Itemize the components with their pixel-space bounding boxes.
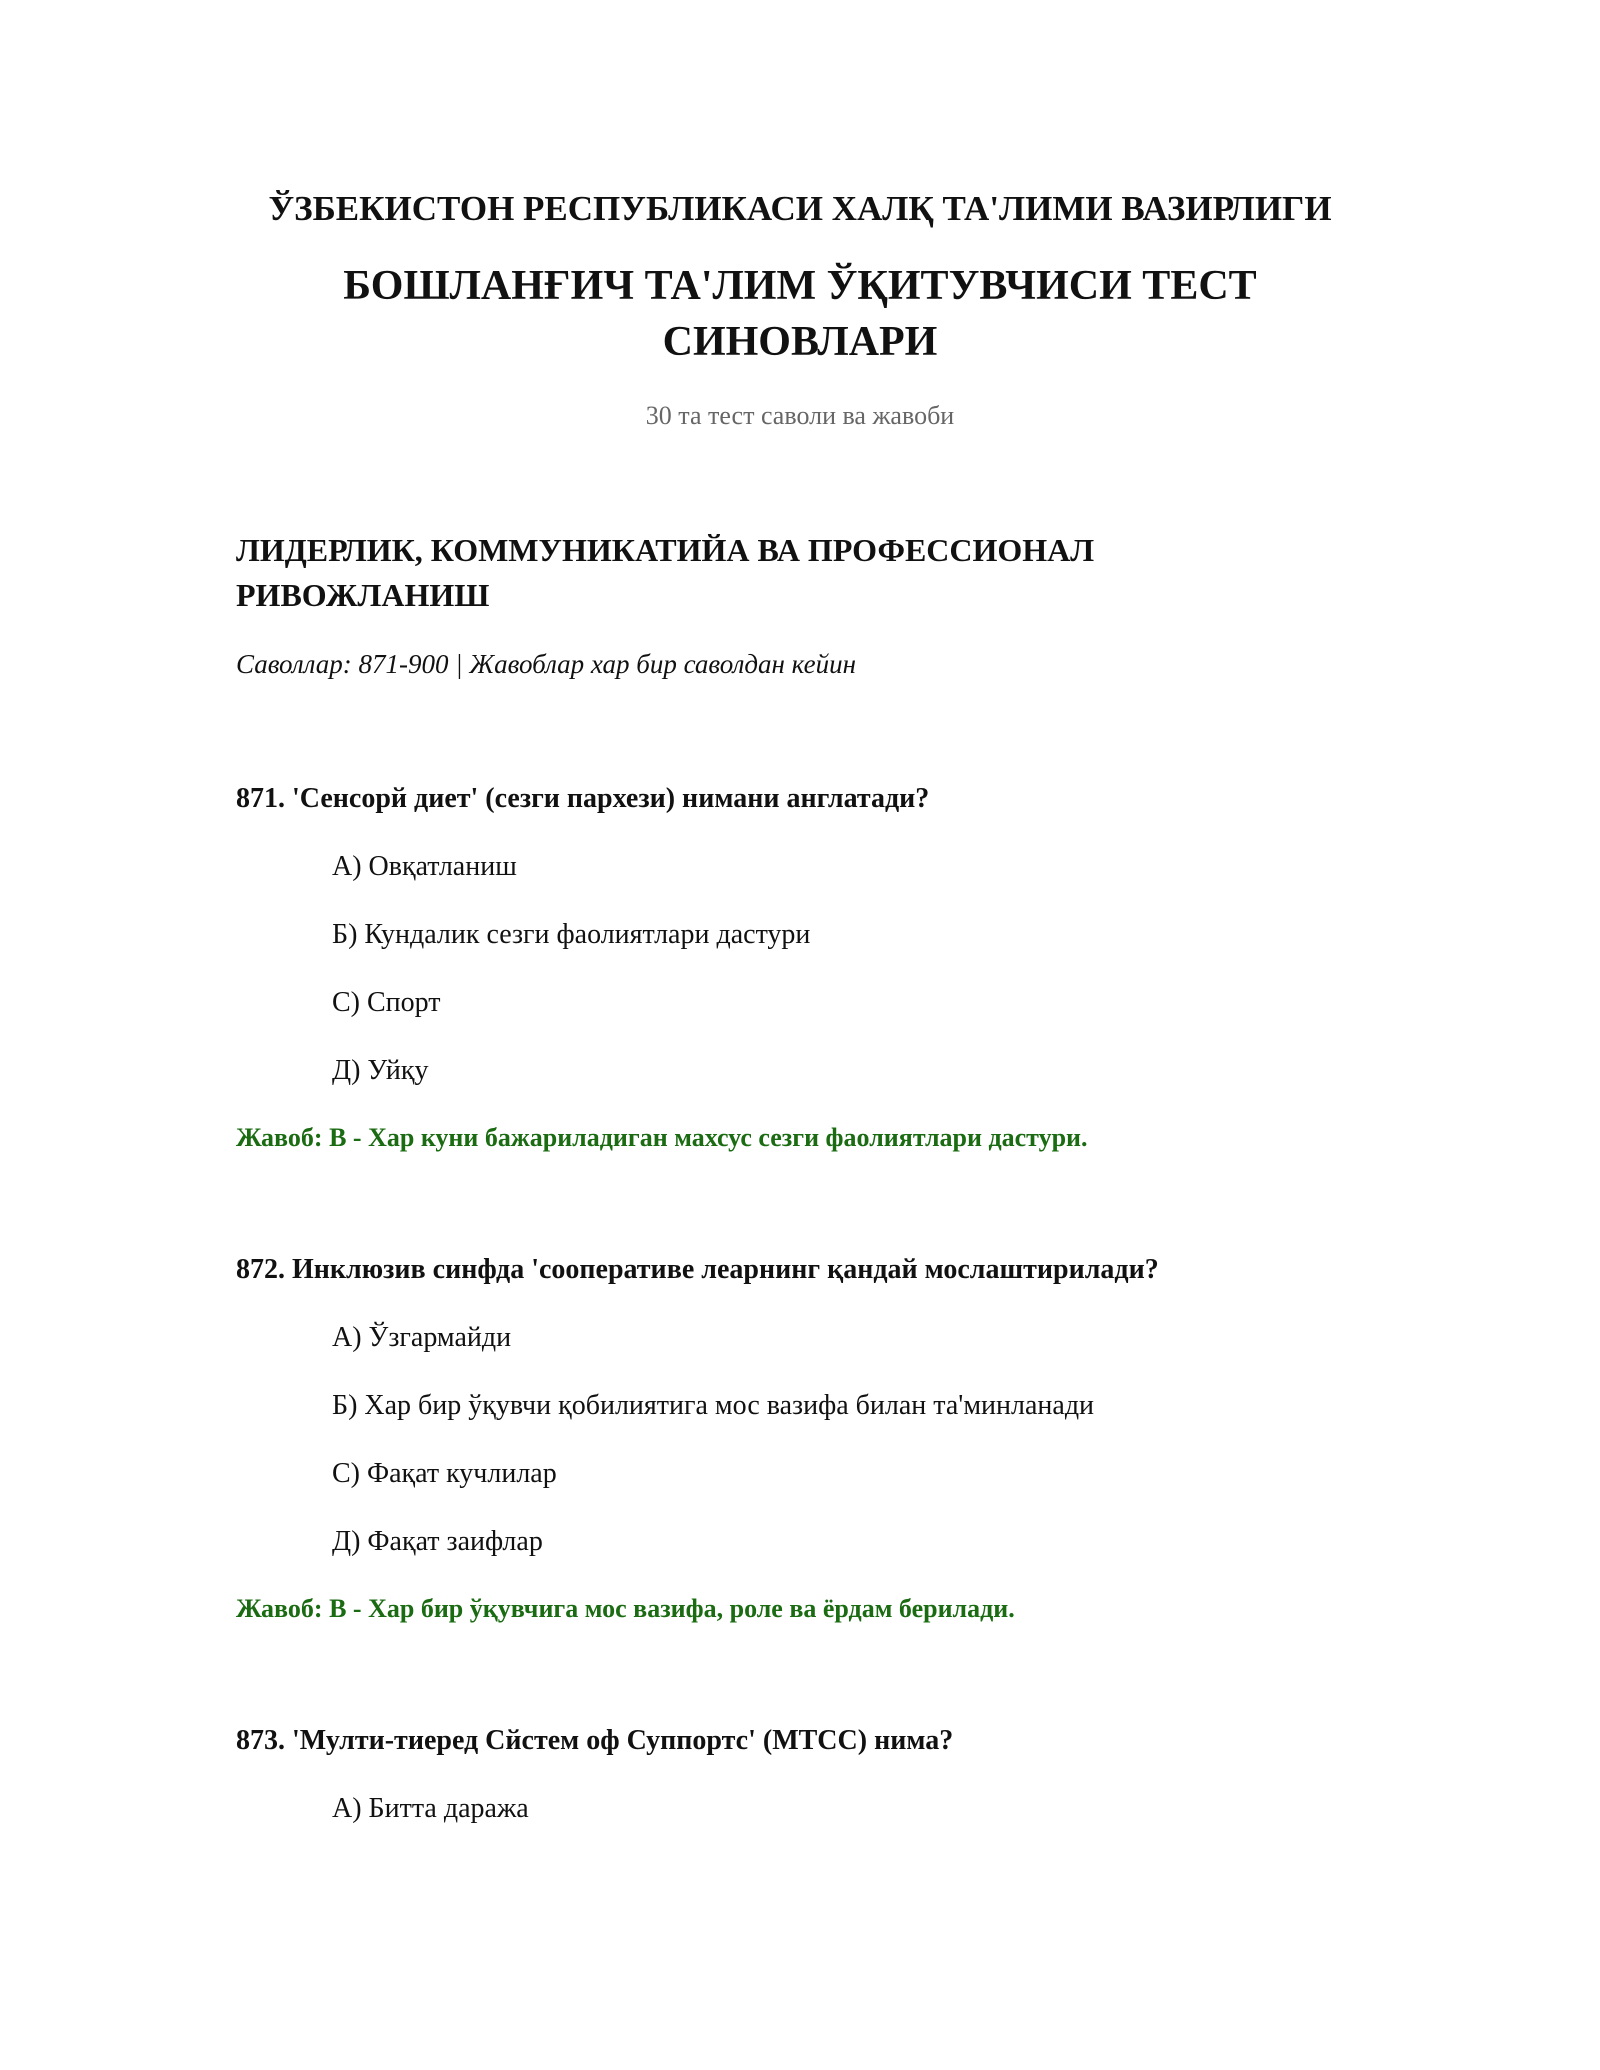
question-871-answer: Жавоб: В - Хар куни бажариладиган махсус сезги фаолиятлари дастури.: [236, 1123, 1088, 1152]
question-873: 873. 'Мулти-тиеред Сйстем оф Суппортс' (МТСС) нима?: [236, 1725, 954, 1756]
question-872-answer: Жавоб: В - Хар бир ўқувчига мос вазифа, роле ва ёрдам берилади.: [236, 1594, 1015, 1623]
question-871-option-b: Б) Кундалик сезги фаолиятлари дастури: [332, 919, 811, 950]
question-873-option-a: А) Битта даража: [332, 1793, 529, 1824]
section-title: ЛИДЕРЛИК, КОММУНИКАТИЙА ВА ПРОФЕССИОНАЛ РИВОЖЛАНИШ: [236, 532, 1095, 613]
question-872-option-c: С) Фақат кучлилар: [332, 1458, 557, 1489]
question-872-option-b: Б) Хар бир ўқувчи қобилиятига мос вазифа билан та'минланади: [332, 1390, 1095, 1421]
section-note: Саволлар: 871-900 | Жавоблар хар бир саволдан кейин: [236, 649, 857, 679]
ministry-heading: ЎЗБЕКИСТОН РЕСПУБЛИКАСИ ХАЛҚ ТА'ЛИМИ ВАЗИРЛИГИ: [268, 189, 1332, 228]
question-871-option-a: А) Овқатланиш: [332, 851, 517, 882]
question-871-option-d: Д) Уйқу: [332, 1055, 429, 1086]
document-title: БОШЛАНҒИЧ ТА'ЛИМ ЎҚИТУВЧИСИ ТЕСТ СИНОВЛАРИ: [343, 263, 1257, 365]
question-871: 871. 'Сенсорй диет' (сезги пархези) нимани англатади?: [236, 783, 930, 814]
question-872: 872. Инклюзив синфда 'соoперативе леарнинг қандай мослаштирилади?: [236, 1254, 1159, 1285]
question-872-option-d: Д) Фақат заифлар: [332, 1526, 543, 1557]
document-subtitle: 30 та тест саволи ва жавоби: [645, 401, 955, 430]
question-871-option-c: С) Спорт: [332, 987, 441, 1018]
question-872-option-a: А) Ўзгармайди: [332, 1322, 512, 1353]
